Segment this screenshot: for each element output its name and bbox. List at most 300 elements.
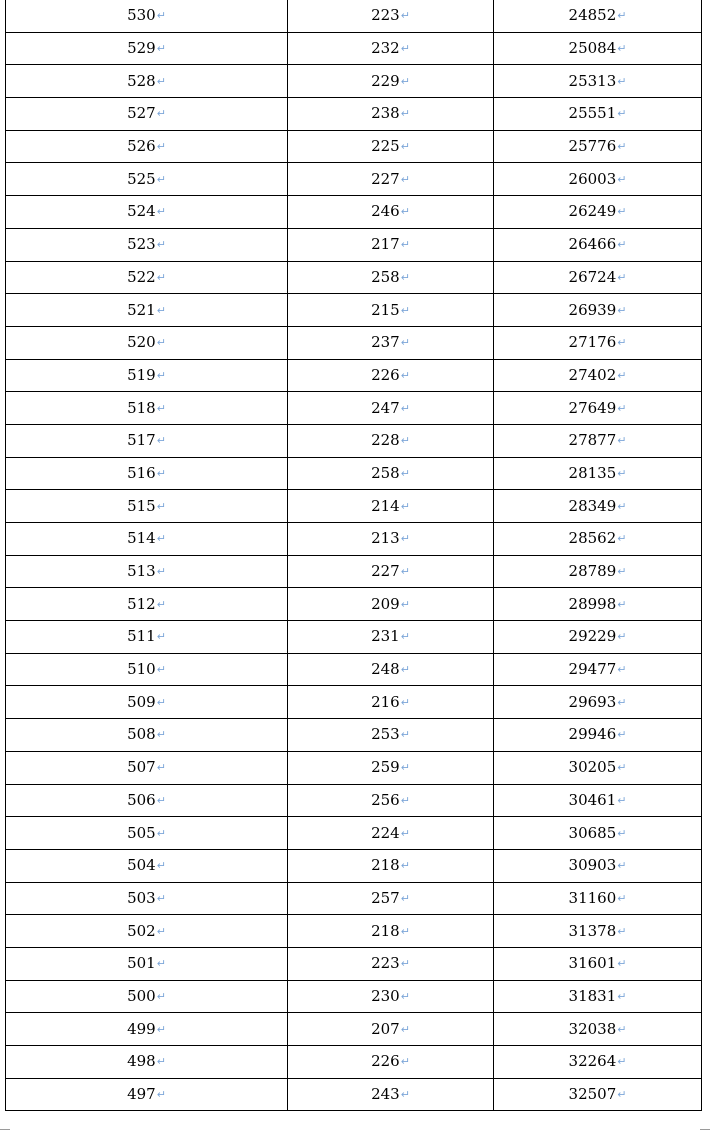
cell-value: 227 (371, 169, 400, 188)
table-row (6, 1046, 702, 1079)
paragraph-mark-icon: ↵ (617, 1022, 627, 1036)
count-cell (288, 65, 494, 98)
cumulative-cell (494, 719, 702, 752)
cell-value: 257 (371, 888, 400, 907)
cell-value: 27176 (568, 333, 617, 352)
paragraph-mark-icon: ↵ (617, 74, 627, 88)
cell-value: 512 (127, 594, 156, 613)
cell-value: 507 (127, 758, 156, 777)
score-cell (6, 457, 288, 490)
paragraph-mark-icon: ↵ (617, 826, 627, 840)
cell-value: 223 (371, 6, 400, 25)
cell-value: 25313 (568, 71, 617, 90)
table-row (6, 457, 702, 490)
paragraph-mark-icon: ↵ (617, 793, 627, 807)
paragraph-mark-icon: ↵ (617, 172, 627, 186)
cumulative-cell (494, 196, 702, 229)
score-cell (6, 490, 288, 523)
table-row (6, 1013, 702, 1046)
cell-value: 31601 (568, 954, 617, 973)
score-cell (6, 359, 288, 392)
table-row (6, 0, 702, 32)
table-row (6, 261, 702, 294)
paragraph-mark-icon: ↵ (400, 42, 410, 56)
cell-value: 258 (371, 267, 400, 286)
cell-value: 32507 (568, 1085, 617, 1104)
cell-value: 29229 (568, 627, 617, 646)
cumulative-cell (494, 392, 702, 425)
paragraph-mark-icon: ↵ (156, 565, 166, 579)
paragraph-mark-icon: ↵ (617, 499, 627, 513)
cell-value: 24852 (568, 6, 617, 25)
table-row (6, 980, 702, 1013)
table-row (6, 915, 702, 948)
paragraph-mark-icon: ↵ (400, 466, 410, 480)
table-row (6, 163, 702, 196)
score-cell (6, 751, 288, 784)
paragraph-mark-icon: ↵ (617, 663, 627, 677)
paragraph-mark-icon: ↵ (156, 891, 166, 905)
table-row (6, 555, 702, 588)
cell-value: 516 (127, 463, 156, 482)
count-cell (288, 196, 494, 229)
paragraph-mark-icon: ↵ (156, 42, 166, 56)
count-cell (288, 686, 494, 719)
cumulative-cell (494, 424, 702, 457)
paragraph-mark-icon: ↵ (400, 1022, 410, 1036)
cell-value: 505 (127, 823, 156, 842)
score-cell (6, 621, 288, 654)
cell-value: 231 (371, 627, 400, 646)
score-cell (6, 261, 288, 294)
cell-value: 29477 (568, 660, 617, 679)
cell-value: 207 (371, 1019, 400, 1038)
cumulative-cell (494, 686, 702, 719)
cell-value: 509 (127, 692, 156, 711)
cell-value: 259 (371, 758, 400, 777)
paragraph-mark-icon: ↵ (156, 761, 166, 775)
paragraph-mark-icon: ↵ (156, 172, 166, 186)
cumulative-cell (494, 947, 702, 980)
paragraph-mark-icon: ↵ (156, 499, 166, 513)
paragraph-mark-icon: ↵ (156, 957, 166, 971)
paragraph-mark-icon: ↵ (617, 42, 627, 56)
cumulative-cell (494, 555, 702, 588)
count-cell (288, 621, 494, 654)
paragraph-mark-icon: ↵ (617, 859, 627, 873)
cell-value: 511 (127, 627, 156, 646)
table-row (6, 719, 702, 752)
paragraph-mark-icon: ↵ (617, 9, 627, 23)
cell-value: 229 (371, 71, 400, 90)
count-cell (288, 980, 494, 1013)
cell-value: 248 (371, 660, 400, 679)
cumulative-cell (494, 294, 702, 327)
paragraph-mark-icon: ↵ (400, 1088, 410, 1102)
cell-value: 218 (371, 921, 400, 940)
score-cell (6, 1078, 288, 1111)
count-cell (288, 457, 494, 490)
cell-value: 504 (127, 856, 156, 875)
cell-value: 500 (127, 986, 156, 1005)
cell-value: 30205 (568, 758, 617, 777)
table-body (6, 0, 702, 1111)
cell-value: 521 (127, 300, 156, 319)
cell-value: 29946 (568, 725, 617, 744)
score-cell (6, 915, 288, 948)
cell-value: 30461 (568, 790, 617, 809)
paragraph-mark-icon: ↵ (617, 565, 627, 579)
table-row (6, 424, 702, 457)
cell-value: 253 (371, 725, 400, 744)
cell-value: 237 (371, 333, 400, 352)
cell-value: 238 (371, 104, 400, 123)
cumulative-cell (494, 32, 702, 65)
cell-value: 228 (371, 431, 400, 450)
cumulative-cell (494, 653, 702, 686)
paragraph-mark-icon: ↵ (617, 728, 627, 742)
table-row (6, 653, 702, 686)
cell-value: 227 (371, 562, 400, 581)
table-row (6, 326, 702, 359)
count-cell (288, 294, 494, 327)
cell-value: 29693 (568, 692, 617, 711)
paragraph-mark-icon: ↵ (156, 270, 166, 284)
cell-value: 26466 (568, 235, 617, 254)
cumulative-cell (494, 588, 702, 621)
paragraph-mark-icon: ↵ (617, 924, 627, 938)
paragraph-mark-icon: ↵ (156, 1055, 166, 1069)
count-cell (288, 555, 494, 588)
count-cell (288, 719, 494, 752)
cell-value: 525 (127, 169, 156, 188)
table-row (6, 392, 702, 425)
cell-value: 28349 (568, 496, 617, 515)
cell-value: 517 (127, 431, 156, 450)
paragraph-mark-icon: ↵ (617, 107, 627, 121)
cell-value: 213 (371, 529, 400, 548)
cumulative-cell (494, 359, 702, 392)
count-cell (288, 882, 494, 915)
cell-value: 226 (371, 1052, 400, 1071)
cell-value: 25084 (568, 39, 617, 58)
paragraph-mark-icon: ↵ (400, 597, 410, 611)
paragraph-mark-icon: ↵ (400, 891, 410, 905)
paragraph-mark-icon: ↵ (400, 172, 410, 186)
paragraph-mark-icon: ↵ (617, 630, 627, 644)
cumulative-cell (494, 457, 702, 490)
paragraph-mark-icon: ↵ (400, 663, 410, 677)
paragraph-mark-icon: ↵ (400, 303, 410, 317)
cell-value: 27402 (568, 365, 617, 384)
cumulative-cell (494, 915, 702, 948)
cell-value: 513 (127, 562, 156, 581)
paragraph-mark-icon: ↵ (617, 303, 627, 317)
cumulative-cell (494, 621, 702, 654)
paragraph-mark-icon: ↵ (156, 663, 166, 677)
cell-value: 529 (127, 39, 156, 58)
table-row (6, 32, 702, 65)
cell-value: 224 (371, 823, 400, 842)
paragraph-mark-icon: ↵ (156, 140, 166, 154)
table-row (6, 294, 702, 327)
paragraph-mark-icon: ↵ (400, 107, 410, 121)
count-cell (288, 326, 494, 359)
cell-value: 230 (371, 986, 400, 1005)
cumulative-cell (494, 817, 702, 850)
table-row (6, 588, 702, 621)
paragraph-mark-icon: ↵ (156, 793, 166, 807)
cumulative-cell (494, 228, 702, 261)
count-cell (288, 98, 494, 131)
score-cell (6, 947, 288, 980)
score-cell (6, 65, 288, 98)
cell-value: 501 (127, 954, 156, 973)
cumulative-cell (494, 261, 702, 294)
cell-value: 218 (371, 856, 400, 875)
paragraph-mark-icon: ↵ (156, 303, 166, 317)
paragraph-mark-icon: ↵ (617, 532, 627, 546)
score-cell (6, 555, 288, 588)
count-cell (288, 915, 494, 948)
paragraph-mark-icon: ↵ (617, 270, 627, 284)
count-cell (288, 490, 494, 523)
table-row (6, 228, 702, 261)
cumulative-cell (494, 1046, 702, 1079)
cumulative-cell (494, 130, 702, 163)
cell-value: 28998 (568, 594, 617, 613)
paragraph-mark-icon: ↵ (156, 205, 166, 219)
paragraph-mark-icon: ↵ (617, 140, 627, 154)
score-cell (6, 686, 288, 719)
cell-value: 503 (127, 888, 156, 907)
paragraph-mark-icon: ↵ (400, 532, 410, 546)
cell-value: 27877 (568, 431, 617, 450)
paragraph-mark-icon: ↵ (156, 368, 166, 382)
count-cell (288, 588, 494, 621)
table-row (6, 523, 702, 556)
count-cell (288, 849, 494, 882)
cell-value: 506 (127, 790, 156, 809)
cumulative-cell (494, 784, 702, 817)
count-cell (288, 1078, 494, 1111)
cell-value: 515 (127, 496, 156, 515)
cumulative-cell (494, 849, 702, 882)
cell-value: 26249 (568, 202, 617, 221)
cell-value: 508 (127, 725, 156, 744)
cumulative-cell (494, 523, 702, 556)
paragraph-mark-icon: ↵ (156, 336, 166, 350)
table-row (6, 882, 702, 915)
paragraph-mark-icon: ↵ (156, 597, 166, 611)
cell-value: 215 (371, 300, 400, 319)
paragraph-mark-icon: ↵ (617, 401, 627, 415)
cumulative-cell (494, 751, 702, 784)
table-row (6, 817, 702, 850)
score-distribution-table (5, 0, 702, 1111)
score-cell (6, 98, 288, 131)
cell-value: 217 (371, 235, 400, 254)
cumulative-cell (494, 1013, 702, 1046)
cell-value: 30685 (568, 823, 617, 842)
cell-value: 28789 (568, 562, 617, 581)
cell-value: 223 (371, 954, 400, 973)
paragraph-mark-icon: ↵ (400, 74, 410, 88)
table-row (6, 359, 702, 392)
count-cell (288, 228, 494, 261)
cell-value: 524 (127, 202, 156, 221)
cell-value: 527 (127, 104, 156, 123)
paragraph-mark-icon: ↵ (400, 140, 410, 154)
count-cell (288, 0, 494, 32)
table-row (6, 784, 702, 817)
score-cell (6, 294, 288, 327)
paragraph-mark-icon: ↵ (156, 728, 166, 742)
paragraph-mark-icon: ↵ (400, 401, 410, 415)
paragraph-mark-icon: ↵ (400, 270, 410, 284)
paragraph-mark-icon: ↵ (617, 989, 627, 1003)
cell-value: 522 (127, 267, 156, 286)
cell-value: 256 (371, 790, 400, 809)
cumulative-cell (494, 0, 702, 32)
paragraph-mark-icon: ↵ (156, 1088, 166, 1102)
score-cell (6, 588, 288, 621)
cell-value: 209 (371, 594, 400, 613)
score-cell (6, 653, 288, 686)
cell-value: 498 (127, 1052, 156, 1071)
paragraph-mark-icon: ↵ (156, 924, 166, 938)
score-cell (6, 1046, 288, 1079)
table-row (6, 849, 702, 882)
cumulative-cell (494, 1078, 702, 1111)
paragraph-mark-icon: ↵ (400, 368, 410, 382)
cell-value: 526 (127, 137, 156, 156)
score-cell (6, 326, 288, 359)
cell-value: 31378 (568, 921, 617, 940)
cell-value: 30903 (568, 856, 617, 875)
count-cell (288, 523, 494, 556)
paragraph-mark-icon: ↵ (156, 630, 166, 644)
cell-value: 26939 (568, 300, 617, 319)
paragraph-mark-icon: ↵ (617, 1088, 627, 1102)
cell-value: 32264 (568, 1052, 617, 1071)
score-cell (6, 0, 288, 32)
cell-value: 514 (127, 529, 156, 548)
cell-value: 510 (127, 660, 156, 679)
count-cell (288, 1013, 494, 1046)
paragraph-mark-icon: ↵ (617, 695, 627, 709)
score-cell (6, 980, 288, 1013)
paragraph-mark-icon: ↵ (156, 466, 166, 480)
table-row (6, 686, 702, 719)
paragraph-mark-icon: ↵ (617, 434, 627, 448)
cell-value: 232 (371, 39, 400, 58)
paragraph-mark-icon: ↵ (400, 761, 410, 775)
score-cell (6, 130, 288, 163)
paragraph-mark-icon: ↵ (156, 989, 166, 1003)
cell-value: 497 (127, 1085, 156, 1104)
paragraph-mark-icon: ↵ (400, 336, 410, 350)
score-cell (6, 32, 288, 65)
paragraph-mark-icon: ↵ (156, 434, 166, 448)
count-cell (288, 424, 494, 457)
paragraph-mark-icon: ↵ (156, 695, 166, 709)
score-cell (6, 784, 288, 817)
score-cell (6, 817, 288, 850)
table-row (6, 751, 702, 784)
paragraph-mark-icon: ↵ (156, 238, 166, 252)
cumulative-cell (494, 882, 702, 915)
paragraph-mark-icon: ↵ (617, 205, 627, 219)
count-cell (288, 32, 494, 65)
score-cell (6, 424, 288, 457)
paragraph-mark-icon: ↵ (400, 957, 410, 971)
cell-value: 28135 (568, 463, 617, 482)
count-cell (288, 817, 494, 850)
cell-value: 28562 (568, 529, 617, 548)
paragraph-mark-icon: ↵ (400, 565, 410, 579)
paragraph-mark-icon: ↵ (400, 205, 410, 219)
cell-value: 25776 (568, 137, 617, 156)
cell-value: 214 (371, 496, 400, 515)
cell-value: 226 (371, 365, 400, 384)
cell-value: 523 (127, 235, 156, 254)
paragraph-mark-icon: ↵ (400, 1055, 410, 1069)
score-cell (6, 163, 288, 196)
paragraph-mark-icon: ↵ (400, 793, 410, 807)
cell-value: 499 (127, 1019, 156, 1038)
count-cell (288, 751, 494, 784)
paragraph-mark-icon: ↵ (400, 826, 410, 840)
score-cell (6, 719, 288, 752)
paragraph-mark-icon: ↵ (156, 826, 166, 840)
score-cell (6, 882, 288, 915)
paragraph-mark-icon: ↵ (400, 728, 410, 742)
paragraph-mark-icon: ↵ (400, 859, 410, 873)
table-row (6, 65, 702, 98)
count-cell (288, 653, 494, 686)
paragraph-mark-icon: ↵ (156, 1022, 166, 1036)
table-row (6, 98, 702, 131)
cell-value: 258 (371, 463, 400, 482)
paragraph-mark-icon: ↵ (400, 924, 410, 938)
paragraph-mark-icon: ↵ (156, 107, 166, 121)
cell-value: 26724 (568, 267, 617, 286)
cumulative-cell (494, 65, 702, 98)
cell-value: 528 (127, 71, 156, 90)
count-cell (288, 784, 494, 817)
page-corner-mark-left (0, 1129, 10, 1134)
cell-value: 518 (127, 398, 156, 417)
paragraph-mark-icon: ↵ (400, 989, 410, 1003)
paragraph-mark-icon: ↵ (617, 1055, 627, 1069)
table-row (6, 621, 702, 654)
score-cell (6, 849, 288, 882)
cell-value: 32038 (568, 1019, 617, 1038)
table-row (6, 130, 702, 163)
paragraph-mark-icon: ↵ (617, 597, 627, 611)
paragraph-mark-icon: ↵ (400, 499, 410, 513)
count-cell (288, 163, 494, 196)
count-cell (288, 392, 494, 425)
cell-value: 225 (371, 137, 400, 156)
cell-value: 31160 (568, 888, 617, 907)
paragraph-mark-icon: ↵ (400, 695, 410, 709)
paragraph-mark-icon: ↵ (617, 891, 627, 905)
table-row (6, 947, 702, 980)
cell-value: 247 (371, 398, 400, 417)
cell-value: 530 (127, 6, 156, 25)
